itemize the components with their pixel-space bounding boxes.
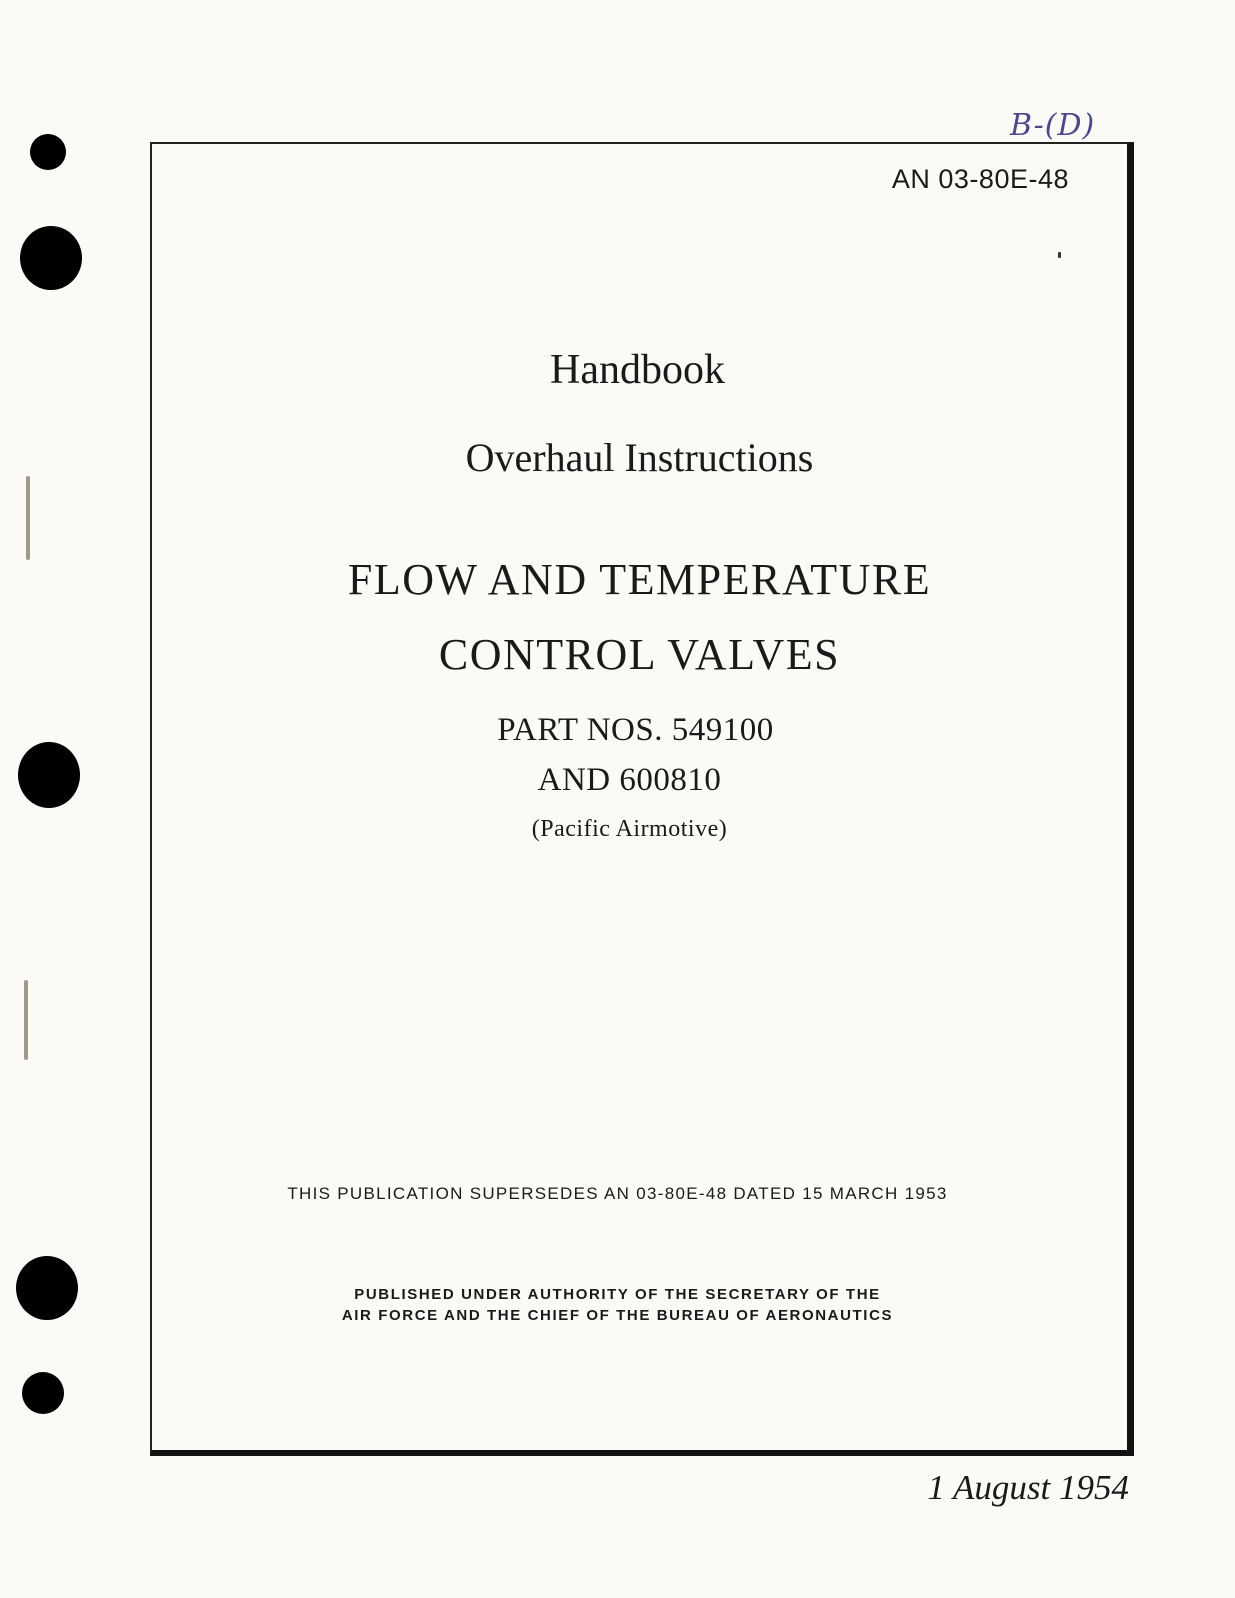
main-title-line-2: CONTROL VALVES [438,630,841,679]
binder-hole-4 [16,1256,78,1320]
authority-line-1: PUBLISHED UNDER AUTHORITY OF THE SECRETARY OF THE [354,1286,881,1303]
manufacturer-name: (Pacific Airmotive) [531,816,728,842]
document-number: AN 03-80E-48 [891,164,1069,194]
part-numbers-line-2: AND 600810 [537,762,722,798]
publication-date: 1 August 1954 [927,1468,1129,1507]
ink-speck [1058,252,1061,258]
handbook-heading: Handbook [550,347,725,393]
binder-hole-5 [22,1372,64,1414]
authority-line-2: AIR FORCE AND THE CHIEF OF THE BUREAU OF AERONAUTICS [341,1307,894,1324]
supersedes-notice: THIS PUBLICATION SUPERSEDES AN 03-80E-48 DATED 15 MARCH 1953 [287,1184,948,1203]
staple-mark-2 [24,980,28,1060]
binder-hole-1 [30,134,66,170]
handwritten-mark: B-(D) [1010,108,1096,143]
cover-frame [150,142,1134,1456]
part-numbers-line-1: PART NOS. 549100 [497,712,774,748]
main-title-line-1: FLOW AND TEMPERATURE [347,555,932,604]
staple-mark-1 [26,476,30,560]
binder-hole-2 [20,226,82,290]
binder-hole-3 [18,742,80,808]
overhaul-heading: Overhaul Instructions [465,435,814,480]
